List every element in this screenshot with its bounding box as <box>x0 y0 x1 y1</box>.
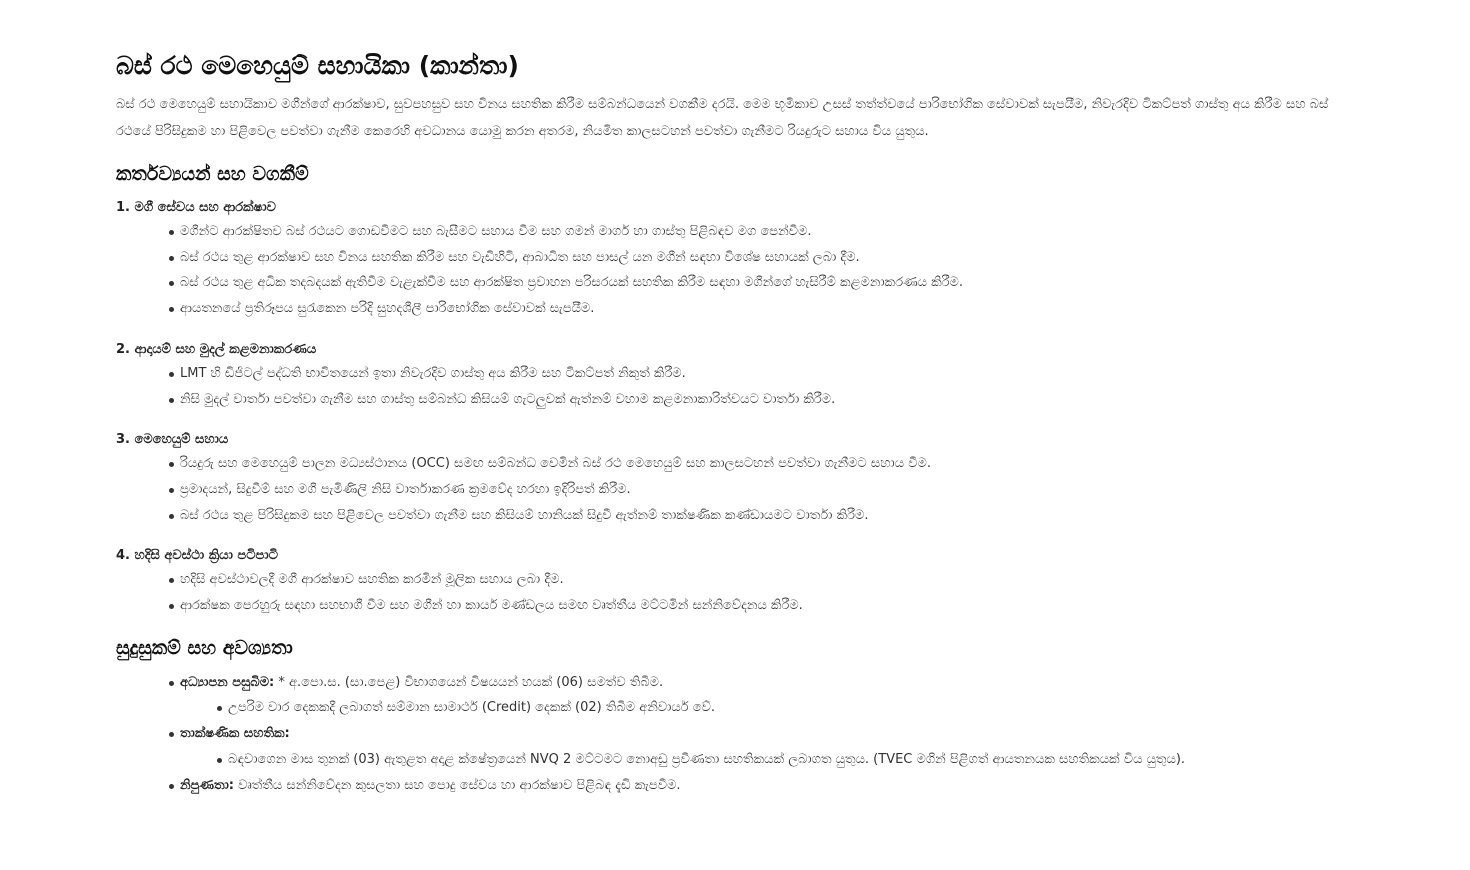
duties-heading: කර්තව්‍යයන් සහ වගකීම් <box>116 163 309 185</box>
list-item: LMT හි ඩිජිටල් පද්ධති භාවිතයෙන් ඉතා නිවැරදිව ගාස්තු අය කිරීම සහ ටිකට්පත් නිකුත් කිරීම. <box>180 361 1355 387</box>
section-items <box>116 451 1355 528</box>
duty-section-operations <box>116 428 1355 528</box>
duty-section-passenger-safety <box>116 196 1355 322</box>
list-item: බස් රථය තුළ ආරක්ෂාව සහ විනය සහතික කිරීම සහ වැඩිහිටි, ආබාධිත සහ පාසල් යන මගීන් සඳහා විශේෂ සහායක් ලබා දීම. <box>180 245 1355 271</box>
page-title: බස් රථ මෙහෙයුම් සහායිකා (කාන්තා) <box>116 51 519 80</box>
section-items <box>116 361 1355 412</box>
list-item: ප්‍රමාදයන්, සිදුවීම් සහ මගී පැමිණිලි නිසි වාර්තාකරණ ක්‍රමවේද හරහා ඉදිරිපත් කිරීම. <box>180 477 1355 503</box>
qualifications-heading: සුදුසුකම් සහ අවශ්‍යතා <box>116 636 293 659</box>
qualification-skills <box>180 773 1355 799</box>
section-items <box>116 567 1355 618</box>
list-item: මගීන්ට ආරක්ෂිතව බස් රථයට ගොඩවීමට සහ බැසීමට සහාය වීම සහ ගමන් මාර්ග හා ගාස්තු පිළිබඳව මග පෙන්වීම. <box>180 219 1355 245</box>
duty-section-revenue <box>116 338 1355 412</box>
list-item: බඳවාගෙන මාස තුනක් (03) ඇතුළත අදාළ ක්ෂේත්‍රයෙන් NVQ 2 මට්ටමට නොඅඩු ප්‍රවීණතා සහතිකයක් ලබාගත යුතුය. (TVEC මගින් පිළිගත් ආයතනයක සහතිකයක් විය යුතුය). <box>228 747 1355 773</box>
qualifications-list <box>116 670 1355 799</box>
list-item: උපරිම වාර දෙකකදී ලබාගත් සම්මාන සාමාර්ථ (Credit) දෙකක් (02) තිබීම අනිවාර්ය වේ. <box>228 695 1355 721</box>
qualification-label: අධ්‍යාපන පසුබිම: <box>180 674 275 690</box>
qualification-subitems <box>180 695 1355 721</box>
qualification-label: නිපුණතා: <box>180 777 234 793</box>
section-title: 3. මෙහෙයුම් සහාය <box>116 432 229 448</box>
qualification-label: තාක්ෂණික සහතික: <box>180 726 290 742</box>
list-item: හදිසි අවස්ථාවලදී මගී ආරක්ෂාව සහතික කරමින් මූලික සහාය ලබා දීම. <box>180 567 1355 593</box>
list-item: නිසි මුදල් වාර්තා පවත්වා ගැනීම සහ ගාස්තු සම්බන්ධ කිසියම් ගැටලුවක් ඇත්නම් වහාම කළමනාකාරිත්වයට වාර්තා කිරීම. <box>180 387 1355 413</box>
list-item: රියදුරු සහ මෙහෙයුම් පාලන මධ්‍යස්ථානය (OCC) සමඟ සම්බන්ධ වෙමින් බස් රථ මෙහෙයුම් සහ කාලසටහන් පවත්වා ගැනීමට සහාය වීම. <box>180 451 1355 477</box>
section-title: 2. ආදායම් සහ මුදල් කළමනාකරණය <box>116 341 317 357</box>
intro-paragraph: බස් රථ මෙහෙයුම් සහායිකාව මගීන්ගේ ආරක්ෂාව, සුවපහසුව සහ විනය සහතික කිරීම සම්බන්ධයෙන් වගකීම දරයි. මෙම භූමිකාව උසස් තත්ත්වයේ පාරිභෝගික සේවාවක් සැපයීම, නිවැරදිව ටිකට්පත් ගාස්තු අය කිරීම සහ බස් රථයේ පිරිසිදුකම හා පිළිවෙල පවත්වා ගැනීම කෙරෙහි අවධානය යොමු කරන අතරම, නියමිත කාලසටහන් පවත්වා ගැනීමට රියදුරුට සහාය විය යුතුය. <box>116 97 1329 139</box>
qualification-text: වෘත්තීය සන්නිවේදන කුසලතා සහ පොදු සේවය හා ආරක්ෂාව පිළිබඳ දැඩි කැපවීම. <box>234 777 681 793</box>
section-title: 1. මගී සේවය සහ ආරක්ෂාව <box>116 200 277 215</box>
qualification-text: * අ.පො.ස. (සා.පෙළ) විභාගයෙන් විෂයයන් හයක් (06) සමත්ව තිබීම. <box>274 674 664 690</box>
section-items <box>116 219 1355 322</box>
duties-list <box>116 196 1355 619</box>
duty-section-emergency <box>116 544 1355 618</box>
list-item: ආයතනයේ ප්‍රතිරූපය සුරැකෙන පරිදි සුහදශීලී පාරිභෝගික සේවාවක් සැපයීම. <box>180 296 1355 322</box>
list-item: ආරක්ෂක පෙරහුරු සඳහා සහභාගී වීම සහ මගීන් හා කාර්ය මණ්ඩලය සමඟ වෘත්තීය මට්ටමින් සන්නිවේදනය කිරීම. <box>180 593 1355 619</box>
list-item: බස් රථය තුළ අධික තදබදයක් ඇතිවීම වැළැක්වීම සහ ආරක්ෂිත ප්‍රවාහන පරිසරයක් සහතික කිරීම සඳහා මගීන්ගේ හැසිරීම් කළමනාකරණය කිරීම. <box>180 270 1355 296</box>
qualification-education <box>180 670 1355 721</box>
qualification-technical <box>180 721 1355 772</box>
list-item: බස් රථය තුළ පිරිසිදුකම සහ පිළිවෙල පවත්වා ගැනීම සහ කිසියම් හානියක් සිදුවී ඇත්නම් තාක්ෂණික කණ්ඩායමට වාර්තා කිරීම. <box>180 503 1355 529</box>
section-title: 4. හදිසි අවස්ථා ක්‍රියා පටිපාටි <box>116 548 278 564</box>
qualification-subitems <box>180 747 1355 773</box>
